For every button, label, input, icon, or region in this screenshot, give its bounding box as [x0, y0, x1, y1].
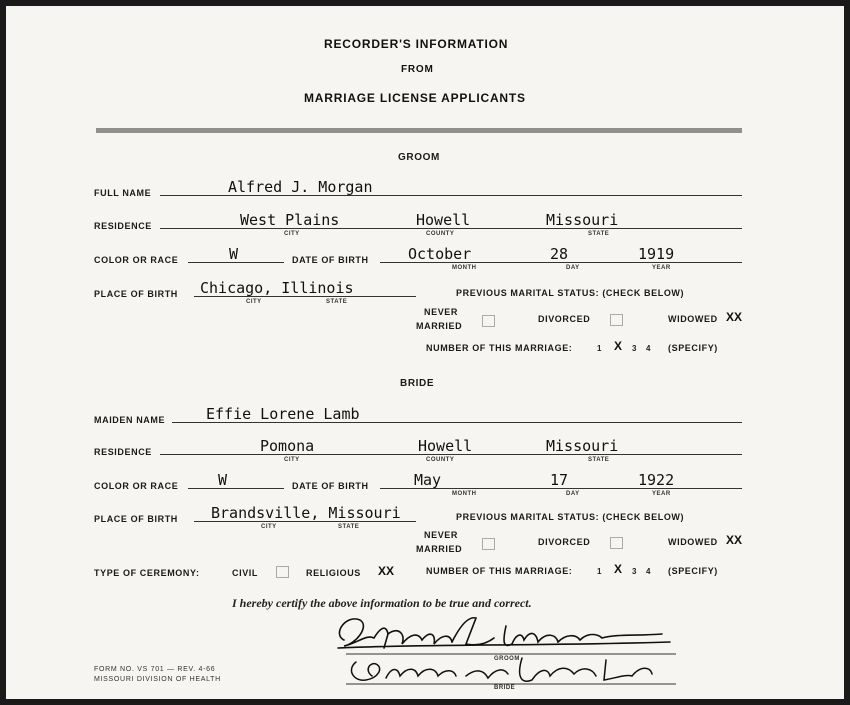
- bride-state: Missouri: [546, 437, 619, 455]
- bride-bp-city-caption: CITY: [261, 524, 277, 530]
- groom-marriage-num-4: 4: [646, 344, 651, 353]
- religious-label: RELIGIOUS: [306, 568, 361, 578]
- bride-maiden-name: Effie Lorene Lamb: [206, 405, 360, 423]
- certification-statement: I hereby certify the above information to be true and correct.: [232, 596, 532, 610]
- full-name-label: FULL NAME: [94, 188, 152, 198]
- bride-marriage-number-label: NUMBER OF THIS MARRIAGE:: [426, 566, 573, 576]
- groom-birth-year: 1919: [638, 245, 675, 263]
- groom-dob-label: DATE OF BIRTH: [292, 255, 369, 265]
- groom-never-label: NEVER: [424, 307, 459, 317]
- groom-state-caption: STATE: [588, 231, 610, 237]
- bride-county-caption: COUNTY: [426, 457, 455, 463]
- ceremony-type-label: TYPE OF CEREMONY:: [94, 568, 200, 578]
- bride-birth-day: 17: [550, 471, 569, 489]
- groom-birthplace: Chicago, Illinois: [200, 279, 354, 297]
- bride-divorced-label: DIVORCED: [538, 537, 591, 547]
- groom-widowed-label: WIDOWED: [668, 314, 718, 324]
- form-number: FORM NO. VS 701 — REV. 4-66: [94, 666, 216, 673]
- bride-marriage-num-3: 3: [632, 567, 637, 576]
- bride-dob-label: DATE OF BIRTH: [292, 481, 369, 491]
- groom-marriage-num-3: 3: [632, 344, 637, 353]
- groom-city-caption: CITY: [284, 231, 300, 237]
- bride-year-caption: YEAR: [652, 491, 671, 497]
- bride-divorced-checkbox: [610, 537, 623, 549]
- license-form: [6, 6, 844, 699]
- bride-city: Pomona: [260, 437, 315, 455]
- bride-city-caption: CITY: [284, 457, 300, 463]
- bride-residence-label: RESIDENCE: [94, 447, 152, 457]
- groom-widowed-mark: XX: [726, 310, 743, 324]
- bride-widowed-label: WIDOWED: [668, 537, 718, 547]
- groom-full-name: Alfred J. Morgan: [228, 178, 373, 196]
- bride-birth-year: 1922: [638, 471, 675, 489]
- header-divider: [96, 128, 742, 133]
- bride-race: W: [218, 471, 228, 489]
- bride-never-married-checkbox: [482, 538, 495, 550]
- bride-married-label: MARRIED: [416, 544, 463, 554]
- groom-married-label: MARRIED: [416, 321, 463, 331]
- groom-birth-month: October: [408, 245, 472, 263]
- bride-widowed-mark: XX: [726, 533, 743, 547]
- groom-divorced-label: DIVORCED: [538, 314, 591, 324]
- groom-bp-state-caption: STATE: [326, 299, 348, 305]
- groom-residence-label: RESIDENCE: [94, 221, 152, 231]
- bride-signature-caption: BRIDE: [494, 685, 516, 691]
- groom-county-caption: COUNTY: [426, 231, 455, 237]
- bride-race-label: COLOR OR RACE: [94, 481, 179, 491]
- bride-county: Howell: [418, 437, 473, 455]
- bride-prev-status-label: PREVIOUS MARITAL STATUS: (CHECK BELOW): [456, 512, 685, 522]
- groom-prev-status-label: PREVIOUS MARITAL STATUS: (CHECK BELOW): [456, 288, 685, 298]
- form-title: RECORDER'S INFORMATION: [324, 37, 509, 51]
- groom-city: West Plains: [240, 211, 340, 229]
- bride-day-caption: DAY: [566, 491, 580, 497]
- bride-bp-state-caption: STATE: [338, 524, 360, 530]
- bride-section-title: BRIDE: [400, 378, 435, 389]
- bride-birth-month: May: [414, 471, 442, 489]
- groom-section-title: GROOM: [398, 152, 440, 163]
- civil-checkbox: [276, 566, 289, 578]
- bride-race-line: [188, 488, 284, 489]
- groom-marriage-mark: X: [614, 339, 623, 353]
- bride-birthplace-label: PLACE OF BIRTH: [94, 514, 178, 524]
- groom-bp-city-caption: CITY: [246, 299, 262, 305]
- bride-specify-label: (SPECIFY): [668, 566, 718, 576]
- groom-state: Missouri: [546, 211, 619, 229]
- signatures-graphic: [326, 604, 706, 696]
- groom-divorced-checkbox: [610, 314, 623, 326]
- groom-birth-day: 28: [550, 245, 569, 263]
- bride-state-caption: STATE: [588, 457, 610, 463]
- bride-marriage-num-4: 4: [646, 567, 651, 576]
- groom-race: W: [229, 245, 239, 263]
- form-title-applicants: MARRIAGE LICENSE APPLICANTS: [304, 91, 526, 105]
- bride-marriage-mark: X: [614, 562, 623, 576]
- bride-never-label: NEVER: [424, 530, 459, 540]
- issuing-division: MISSOURI DIVISION OF HEALTH: [94, 676, 221, 683]
- groom-specify-label: (SPECIFY): [668, 343, 718, 353]
- groom-day-caption: DAY: [566, 265, 580, 271]
- religious-mark: XX: [378, 564, 395, 578]
- groom-birthplace-label: PLACE OF BIRTH: [94, 289, 178, 299]
- groom-month-caption: MONTH: [452, 265, 477, 271]
- groom-county: Howell: [416, 211, 471, 229]
- groom-marriage-num-1: 1: [597, 344, 602, 353]
- form-title-from: FROM: [401, 64, 434, 75]
- groom-signature: [338, 618, 670, 648]
- groom-signature-caption: GROOM: [494, 656, 520, 662]
- groom-year-caption: YEAR: [652, 265, 671, 271]
- groom-never-married-checkbox: [482, 315, 495, 327]
- maiden-name-label: MAIDEN NAME: [94, 415, 166, 425]
- groom-marriage-number-label: NUMBER OF THIS MARRIAGE:: [426, 343, 573, 353]
- bride-birthplace: Brandsville, Missouri: [211, 504, 401, 522]
- bride-marriage-num-1: 1: [597, 567, 602, 576]
- civil-label: CIVIL: [232, 568, 259, 578]
- groom-race-label: COLOR OR RACE: [94, 255, 179, 265]
- bride-month-caption: MONTH: [452, 491, 477, 497]
